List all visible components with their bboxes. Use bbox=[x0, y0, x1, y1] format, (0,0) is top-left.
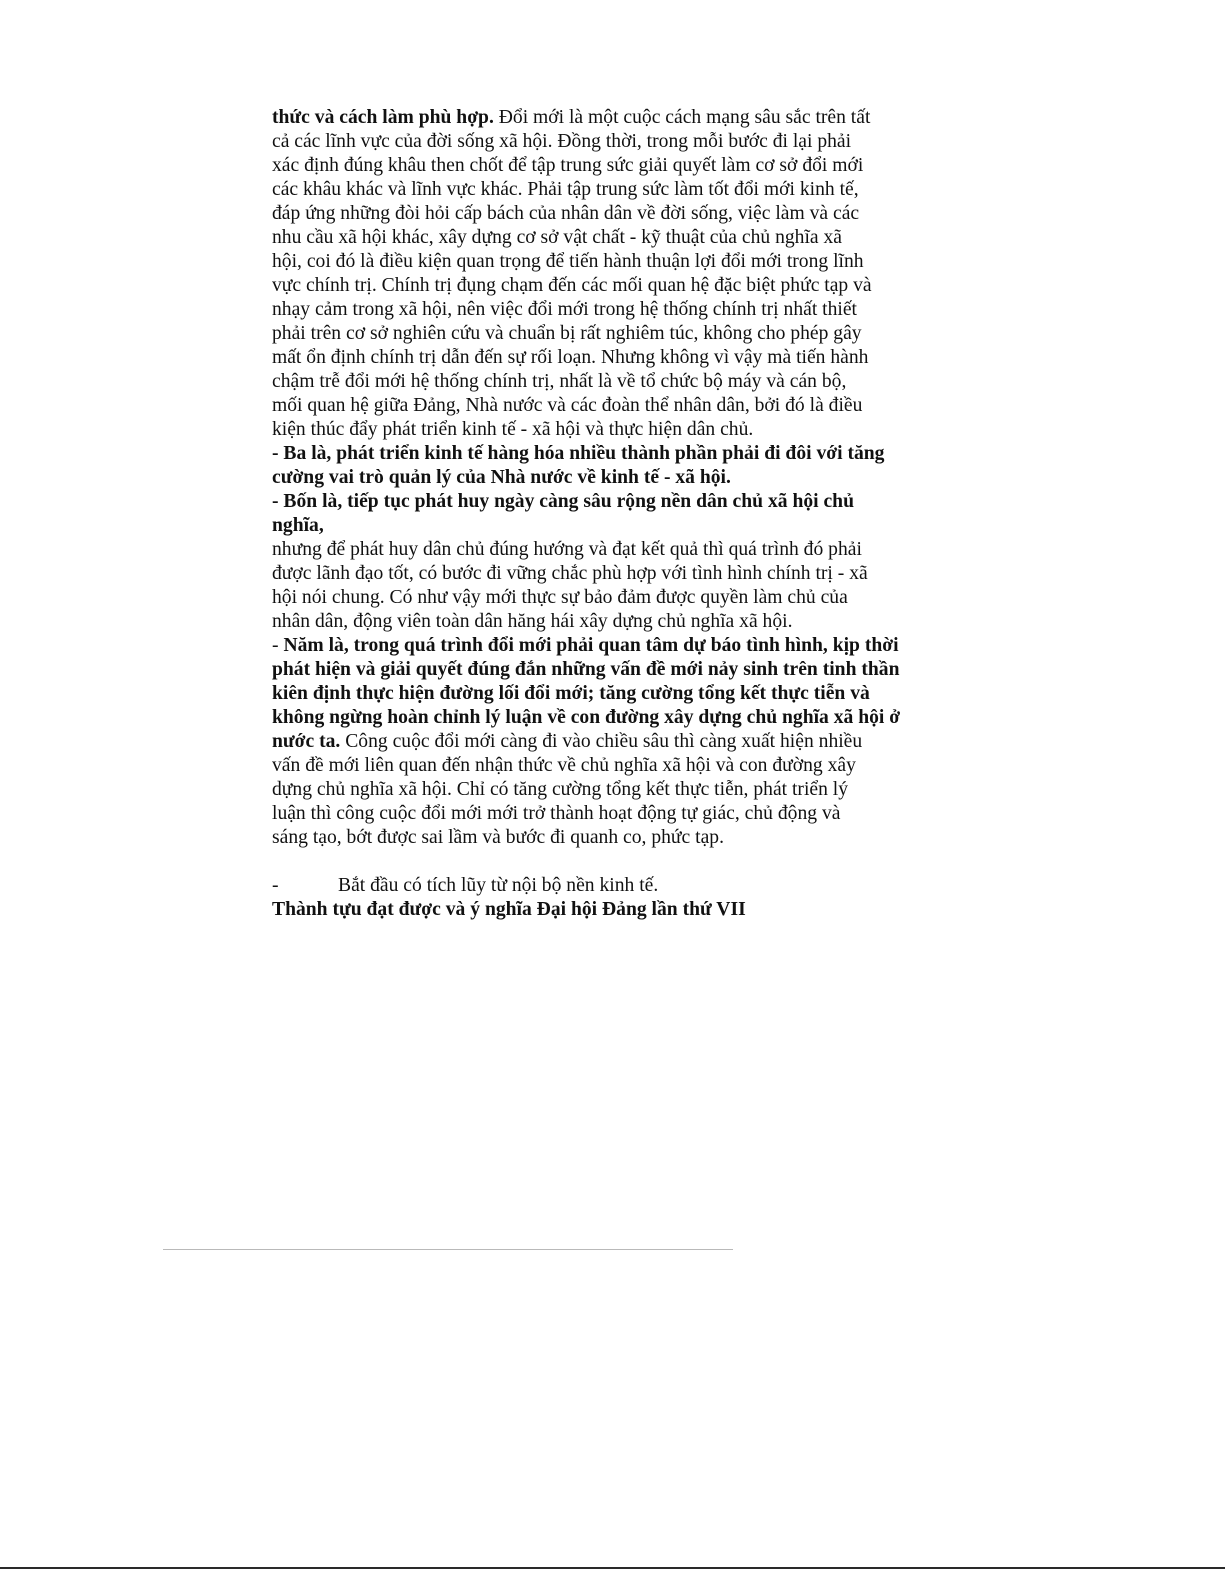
item-bon-la bbox=[272, 490, 952, 634]
section-heading: Thành tựu đạt được và ý nghĩa Đại hội Đảng lần thứ VII bbox=[272, 899, 746, 920]
blank-line bbox=[272, 850, 952, 874]
text-line: mối quan hệ giữa Đảng, Nhà nước và các đoàn thể nhân dân, bởi đó là điều bbox=[272, 395, 863, 416]
text-line: nhạy cảm trong xã hội, nên việc đổi mới trong hệ thống chính trị nhất thiết bbox=[272, 299, 857, 320]
text-line: vực chính trị. Chính trị đụng chạm đến các mối quan hệ đặc biệt phức tạp và bbox=[272, 275, 872, 296]
text-line: sáng tạo, bớt được sai lầm và bước đi quanh co, phức tạp. bbox=[272, 827, 724, 848]
text-line: phải trên cơ sở nghiên cứu và chuẩn bị rất nghiêm túc, không cho phép gây bbox=[272, 323, 862, 344]
text-line: không ngừng hoàn chỉnh lý luận về con đường xây dựng chủ nghĩa xã hội ở bbox=[272, 707, 901, 728]
footnote-separator bbox=[163, 1249, 733, 1250]
item-ba-la bbox=[272, 442, 952, 490]
text-line: mất ổn định chính trị dẫn đến sự rối loạn. Nhưng không vì vậy mà tiến hành bbox=[272, 347, 869, 368]
text-line: cả các lĩnh vực của đời sống xã hội. Đồng thời, trong mỗi bước đi lại phải bbox=[272, 131, 852, 152]
text-line: thức và cách làm phù hợp. Đổi mới là một cuộc cách mạng sâu sắc trên tất bbox=[272, 107, 871, 128]
paragraph-doi-moi bbox=[272, 106, 952, 442]
text-line: kiện thúc đẩy phát triển kinh tế - xã hội và thực hiện dân chủ. bbox=[272, 419, 754, 440]
text-line: - Năm là, trong quá trình đổi mới phải quan tâm dự báo tình hình, kịp thời bbox=[272, 635, 899, 656]
document-body bbox=[272, 106, 952, 922]
text-line: nhưng để phát huy dân chủ đúng hướng và đạt kết quả thì quá trình đó phải bbox=[272, 539, 862, 560]
bold-lead: thức và cách làm phù hợp. bbox=[272, 107, 494, 128]
text-line: hội nói chung. Có như vậy mới thực sự bảo đảm được quyền làm chủ của bbox=[272, 587, 848, 608]
text-line: chậm trễ đổi mới hệ thống chính trị, nhất là về tổ chức bộ máy và cán bộ, bbox=[272, 371, 847, 392]
bullet-dash: - bbox=[272, 875, 279, 896]
text-line: luận thì công cuộc đổi mới mới trở thành hoạt động tự giác, chủ động và bbox=[272, 803, 841, 824]
text-line: nhân dân, động viên toàn dân hăng hái xây dựng chủ nghĩa xã hội. bbox=[272, 611, 793, 632]
text-line: hội, coi đó là điều kiện quan trọng để tiến hành thuận lợi đổi mới trong lĩnh bbox=[272, 251, 864, 272]
item-heading-line: - Bốn là, tiếp tục phát huy ngày càng sâu rộng nền dân chủ xã hội chủ bbox=[272, 491, 854, 512]
text-line: các khâu khác và lĩnh vực khác. Phải tập trung sức làm tốt đổi mới kinh tế, bbox=[272, 179, 859, 200]
text-line: nước ta. Công cuộc đổi mới càng đi vào chiều sâu thì càng xuất hiện nhiều bbox=[272, 731, 863, 752]
bullet-text: Bắt đầu có tích lũy từ nội bộ nền kinh tế. bbox=[338, 875, 659, 896]
text-line: xác định đúng khâu then chốt để tập trung sức giải quyết làm cơ sở đổi mới bbox=[272, 155, 864, 176]
text-line: kiên định thực hiện đường lối đổi mới; tăng cường tổng kết thực tiễn và bbox=[272, 683, 870, 704]
text-line: phát hiện và giải quyết đúng đắn những vấn đề mới nảy sinh trên tinh thần bbox=[272, 659, 900, 680]
text-line: cường vai trò quản lý của Nhà nước về kinh tế - xã hội. bbox=[272, 467, 731, 488]
text-line: dựng chủ nghĩa xã hội. Chỉ có tăng cường tổng kết thực tiễn, phát triển lý bbox=[272, 779, 849, 800]
text-line: đáp ứng những đòi hỏi cấp bách của nhân dân về đời sống, việc làm và các bbox=[272, 203, 860, 224]
text-line: vấn đề mới liên quan đến nhận thức về chủ nghĩa xã hội và con đường xây bbox=[272, 755, 856, 776]
item-nam-la bbox=[272, 634, 952, 850]
text-line: - Ba là, phát triển kinh tế hàng hóa nhiều thành phần phải đi đôi với tăng bbox=[272, 443, 885, 464]
bullet-item bbox=[272, 874, 952, 898]
text-line: được lãnh đạo tốt, có bước đi vững chắc phù hợp với tình hình chính trị - xã bbox=[272, 563, 868, 584]
item-heading-line: nghĩa, bbox=[272, 515, 324, 536]
text-line: nhu cầu xã hội khác, xây dựng cơ sở vật chất - kỹ thuật của chủ nghĩa xã bbox=[272, 227, 842, 248]
page-bottom-border bbox=[0, 1567, 1225, 1569]
